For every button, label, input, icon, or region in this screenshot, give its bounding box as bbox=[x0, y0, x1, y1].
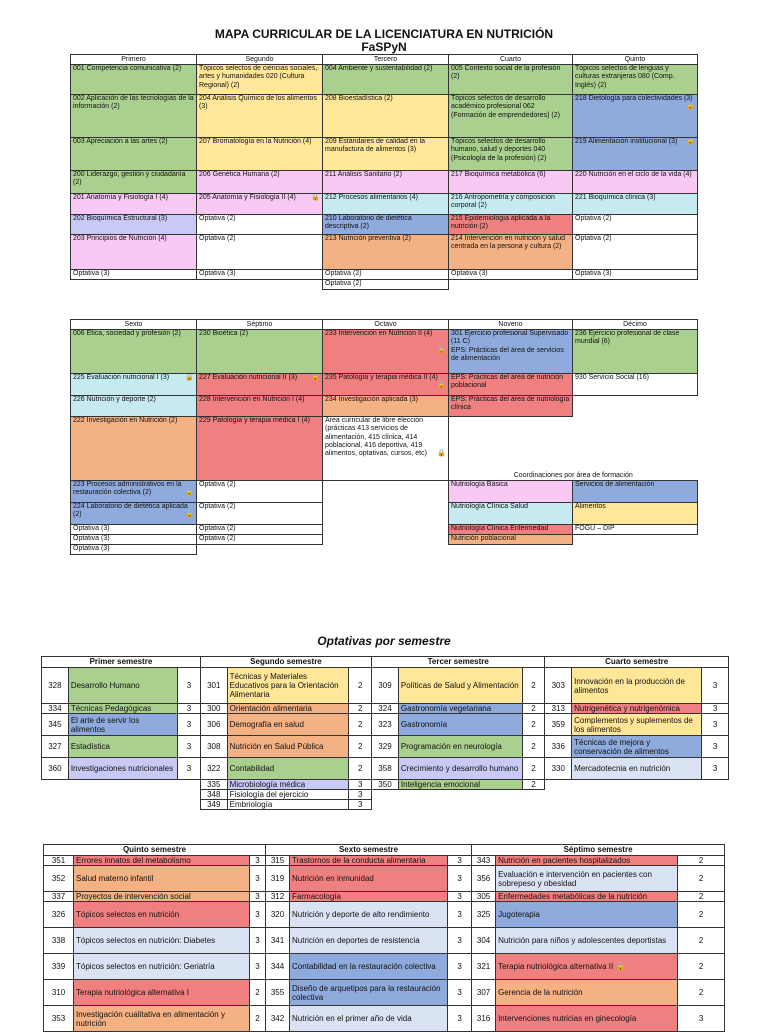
course-code: 304 bbox=[472, 928, 496, 954]
course-cell: EPS: Prácticas del área de nutrición poblacional bbox=[449, 374, 573, 396]
course-name: Mercadotecnia en nutrición bbox=[572, 758, 702, 780]
course-label: Área curricular de libre elección (prácticas 413 servicios de alimentación, 415 clínica, 414 poblacional, 416 deportiva, 419 alimentos, optativas, cursos, etc) bbox=[325, 417, 427, 458]
course-name: Crecimiento y desarrollo humano bbox=[398, 758, 522, 780]
course-credits: 3 bbox=[702, 758, 729, 780]
course-label: 218 Dietología para colectividades (3) bbox=[575, 95, 693, 102]
course-name: Desarrollo Humano bbox=[68, 668, 177, 704]
course-cell: Tópicos selectos de desarrollo académico profesional 062 (Formación de emprendedores) (2) bbox=[449, 95, 573, 138]
semester-header: Quinto semestre bbox=[44, 845, 266, 856]
legend-item: Alimentos bbox=[573, 503, 698, 525]
course-cell: 930 Servicio Social (16) bbox=[573, 374, 698, 396]
course-label: 224 Laboratorio de dietética aplicada (2) bbox=[73, 503, 188, 519]
course-cell: Optativa (2) bbox=[197, 215, 323, 235]
course-cell: Optativa (2) bbox=[197, 535, 323, 545]
course-credits: 3 bbox=[702, 736, 729, 758]
course-code: 358 bbox=[372, 758, 399, 780]
course-cell: 230 Bioética (2) bbox=[197, 330, 323, 374]
course-cell: 006 Ética, sociedad y profesión (2) bbox=[71, 330, 197, 374]
course-cell: 003 Apreciación a las artes (2) bbox=[71, 138, 197, 171]
col-header: Séptimo bbox=[197, 320, 323, 330]
lock-icon: 🔒 bbox=[686, 103, 695, 111]
course-name: Gerencia de la nutrición bbox=[496, 980, 678, 1006]
course-name: Jugoterapia bbox=[496, 902, 678, 928]
course-cell: 201 Anatomía y Fisiología I (4) bbox=[71, 194, 197, 215]
course-cell bbox=[71, 503, 197, 525]
course-code: 309 bbox=[372, 668, 399, 704]
optativas-table-1 bbox=[41, 656, 729, 810]
course-code: 306 bbox=[200, 714, 227, 736]
course-name: Gastronomía bbox=[398, 714, 522, 736]
course-cell bbox=[449, 330, 573, 374]
course-name: Tópicos selectos en nutrición bbox=[74, 902, 250, 928]
course-cell: Optativa (2) bbox=[197, 481, 323, 503]
course-credits: 2 bbox=[522, 780, 545, 790]
course-label: EPS: Prácticas del área de servicios de alimentación bbox=[451, 346, 564, 362]
lock-icon: 🔒 bbox=[185, 511, 194, 519]
course-cell: Optativa (3) bbox=[197, 270, 323, 280]
course-code: 345 bbox=[42, 714, 69, 736]
course-code: 308 bbox=[200, 736, 227, 758]
col-header: Primero bbox=[71, 55, 197, 65]
course-code: 313 bbox=[545, 704, 572, 714]
course-name: Errores innatos del metabolismo bbox=[74, 856, 250, 866]
course-credits: 2 bbox=[678, 902, 725, 928]
course-code: 310 bbox=[44, 980, 74, 1006]
course-cell bbox=[323, 330, 449, 374]
course-credits: 3 bbox=[178, 704, 201, 714]
course-code: 325 bbox=[472, 902, 496, 928]
course-cell bbox=[71, 481, 197, 503]
semester-header: Sexto semestre bbox=[266, 845, 472, 856]
course-cell: 206 Genética Humana (2) bbox=[197, 171, 323, 194]
course-name: Nutrición en deportes de resistencia bbox=[290, 928, 448, 954]
course-label: 235 Patología y terapia médica II (4) bbox=[325, 374, 438, 381]
course-cell: 209 Estándares de calidad en la manufactura de alimentos (3) bbox=[323, 138, 449, 171]
course-name bbox=[496, 954, 678, 980]
course-credits: 3 bbox=[250, 928, 266, 954]
course-credits: 2 bbox=[678, 928, 725, 954]
course-label: Terapia nutriológica alternativa II bbox=[498, 962, 614, 971]
course-code: 355 bbox=[266, 980, 290, 1006]
legend-item: FOGU – DIP bbox=[573, 525, 698, 535]
course-credits: 3 bbox=[448, 980, 472, 1006]
lock-icon: 🔒 bbox=[437, 450, 446, 458]
course-code: 344 bbox=[266, 954, 290, 980]
course-cell: Tópicos selectos de lenguas y culturas extranjeras 080 (Comp. Inglés) (2) bbox=[573, 65, 698, 95]
course-credits: 2 bbox=[678, 980, 725, 1006]
legend-item: Nutriología Básica bbox=[449, 481, 573, 503]
course-credits: 3 bbox=[178, 736, 201, 758]
course-code: 330 bbox=[545, 758, 572, 780]
course-cell: Optativa (3) bbox=[573, 270, 698, 280]
course-credits: 3 bbox=[250, 856, 266, 866]
course-credits: 2 bbox=[522, 758, 545, 780]
course-name: El arte de servir los alimentos bbox=[68, 714, 177, 736]
course-credits: 3 bbox=[250, 954, 266, 980]
course-credits: 3 bbox=[178, 668, 201, 704]
course-code: 316 bbox=[472, 1006, 496, 1032]
lock-icon: 🔒 bbox=[437, 382, 446, 390]
course-name: Investigaciones nutricionales bbox=[68, 758, 177, 780]
course-cell: 202 Bioquímica Estructural (3) bbox=[71, 215, 197, 235]
course-code: 324 bbox=[372, 704, 399, 714]
course-label: 205 Anatomía y Fisiología II (4) bbox=[199, 194, 296, 201]
course-name: Gastronomía vegetariana bbox=[398, 704, 522, 714]
course-code: 328 bbox=[42, 668, 69, 704]
course-name: Estadística bbox=[68, 736, 177, 758]
course-cell bbox=[197, 374, 323, 396]
course-code: 327 bbox=[42, 736, 69, 758]
course-code: 342 bbox=[266, 1006, 290, 1032]
col-header: Noveno bbox=[449, 320, 573, 330]
course-label: 225 Evaluación nutricional I (3) bbox=[73, 374, 170, 381]
course-credits: 3 bbox=[702, 668, 729, 704]
course-cell: 229 Patología y terapia médica I (4) bbox=[197, 417, 323, 481]
course-name: Proyectos de intervención social bbox=[74, 892, 250, 902]
course-name: Tópicos selectos en nutrición: Geriatría bbox=[74, 954, 250, 980]
course-cell: 200 Liderazgo, gestión y ciudadanía (2) bbox=[71, 171, 197, 194]
course-credits: 2 bbox=[678, 954, 725, 980]
course-name: Técnicas y Materiales Educativos para la Orientación Alimentaria bbox=[227, 668, 349, 704]
optativas-table-2 bbox=[43, 844, 725, 1032]
course-credits: 3 bbox=[448, 856, 472, 866]
course-name: Innovación en la producción de alimentos bbox=[572, 668, 702, 704]
course-name: Técnicas de mejora y conservación de alimentos bbox=[572, 736, 702, 758]
course-cell: Tópicos selectos de desarrollo humano, salud y deportes 040 (Psicología de la profesión) (2) bbox=[449, 138, 573, 171]
semester-header: Primer semestre bbox=[42, 657, 201, 668]
course-code: 337 bbox=[44, 892, 74, 902]
course-name: Microbiología médica bbox=[227, 780, 349, 790]
course-code: 360 bbox=[42, 758, 69, 780]
course-name: Nutrición para niños y adolescentes deportistas bbox=[496, 928, 678, 954]
course-cell: 004 Ambiente y sustentabilidad (2) bbox=[323, 65, 449, 95]
optativas-title: Optativas por semestre bbox=[317, 634, 451, 648]
course-cell: 002 Aplicación de las tecnologías de la información (2) bbox=[71, 95, 197, 138]
course-cell: EPS: Prácticas del área de nutriología clínica bbox=[449, 396, 573, 417]
course-cell: Optativa (3) bbox=[71, 270, 197, 280]
course-credits: 2 bbox=[250, 980, 266, 1006]
course-credits: 2 bbox=[678, 892, 725, 902]
course-code: 350 bbox=[372, 780, 399, 790]
course-name: Embriología bbox=[227, 800, 349, 810]
course-cell bbox=[197, 194, 323, 215]
course-cell: 214 Intervención en nutrición y salud centrada en la persona y cultura (2) bbox=[449, 235, 573, 270]
course-code: 326 bbox=[44, 902, 74, 928]
course-code: 307 bbox=[472, 980, 496, 1006]
course-credits: 2 bbox=[522, 704, 545, 714]
course-code: 348 bbox=[200, 790, 227, 800]
col-header: Quinto bbox=[573, 55, 698, 65]
course-name: Orientación alimentaria bbox=[227, 704, 349, 714]
course-code: 352 bbox=[44, 866, 74, 892]
course-cell: 228 Intervención en Nutrición I (4) bbox=[197, 396, 323, 417]
course-code: 359 bbox=[545, 714, 572, 736]
course-cell: 217 Bioquímica metabólica (6) bbox=[449, 171, 573, 194]
course-credits: 2 bbox=[349, 758, 372, 780]
course-code: 301 bbox=[200, 668, 227, 704]
course-name: Demografía en salud bbox=[227, 714, 349, 736]
semester-header: Séptimo semestre bbox=[472, 845, 725, 856]
course-credits: 3 bbox=[448, 1006, 472, 1032]
legend-title: Coordinaciones por área de formación bbox=[513, 471, 633, 479]
course-credits: 2 bbox=[250, 1006, 266, 1032]
course-name: Farmacología bbox=[290, 892, 448, 902]
semester-header: Cuarto semestre bbox=[545, 657, 729, 668]
course-cell: 236 Ejercicio profesional de clase mundial (6) bbox=[573, 330, 698, 374]
course-label: 233 Intervención en Nutrición II (4) bbox=[325, 330, 433, 337]
course-code: 320 bbox=[266, 902, 290, 928]
course-credits: 3 bbox=[448, 928, 472, 954]
page-subtitle: FaSPyN bbox=[361, 40, 407, 54]
course-cell: 005 Contexto social de la profesión (2) bbox=[449, 65, 573, 95]
course-credits: 2 bbox=[522, 714, 545, 736]
course-name: Tópicos selectos en nutrición: Diabetes bbox=[74, 928, 250, 954]
course-name: Fisiología del ejercicio bbox=[227, 790, 349, 800]
course-cell: 210 Laboratorio de dietética descriptiva (2) bbox=[323, 215, 449, 235]
course-cell: Optativa (3) bbox=[71, 535, 197, 545]
course-cell: 208 Bioestadística (2) bbox=[323, 95, 449, 138]
course-name: Contabilidad en la restauración colectiva bbox=[290, 954, 448, 980]
course-cell: Tópicos selectos de ciencias sociales, artes y humanidades 020 (Cultura Regional) (2) bbox=[197, 65, 323, 95]
course-code: 321 bbox=[472, 954, 496, 980]
course-cell: 001 Competencia comunicativa (2) bbox=[71, 65, 197, 95]
curriculum-table-1 bbox=[70, 54, 698, 290]
col-header: Tercero bbox=[323, 55, 449, 65]
course-name: Políticas de Salud y Alimentación bbox=[398, 668, 522, 704]
course-credits: 3 bbox=[250, 866, 266, 892]
course-credits: 2 bbox=[349, 704, 372, 714]
course-credits: 3 bbox=[349, 780, 372, 790]
course-code: 343 bbox=[472, 856, 496, 866]
col-header: Décimo bbox=[573, 320, 698, 330]
course-code: 353 bbox=[44, 1006, 74, 1032]
course-code: 334 bbox=[42, 704, 69, 714]
course-credits: 3 bbox=[178, 714, 201, 736]
course-credits: 3 bbox=[178, 758, 201, 780]
course-credits: 3 bbox=[250, 902, 266, 928]
course-code: 323 bbox=[372, 714, 399, 736]
course-cell bbox=[323, 374, 449, 396]
course-credits: 3 bbox=[250, 892, 266, 902]
course-credits: 2 bbox=[678, 866, 725, 892]
lock-icon: 🔒 bbox=[311, 194, 320, 201]
course-code: 305 bbox=[472, 892, 496, 902]
course-name: Enfermedades metabólicas de la nutrición bbox=[496, 892, 678, 902]
course-label: 223 Procesos administrativos en la restauración colectiva (2) bbox=[73, 481, 182, 497]
col-header: Sexto bbox=[71, 320, 197, 330]
course-name: Trastornos de la conducta alimentaria bbox=[290, 856, 448, 866]
course-code: 315 bbox=[266, 856, 290, 866]
legend-item: Nutriología Clínica Enfermedad bbox=[449, 525, 573, 535]
semester-header: Tercer semestre bbox=[372, 657, 545, 668]
course-cell bbox=[71, 374, 197, 396]
course-code: 319 bbox=[266, 866, 290, 892]
course-cell: Optativa (2) bbox=[197, 235, 323, 270]
course-code: 338 bbox=[44, 928, 74, 954]
course-name: Nutrición en inmunidad bbox=[290, 866, 448, 892]
course-credits: 2 bbox=[349, 668, 372, 704]
course-name: Investigación cualitativa en alimentación y nutrición bbox=[74, 1006, 250, 1032]
course-name: Complementos y suplementos de los alimentos bbox=[572, 714, 702, 736]
course-label: 227 Evaluación nutricional II (3) bbox=[199, 374, 298, 381]
course-name: Programación en neurología bbox=[398, 736, 522, 758]
course-cell: 212 Procesos alimentarios (4) bbox=[323, 194, 449, 215]
lock-icon: 🔒 bbox=[615, 962, 626, 971]
course-cell: Optativa (2) bbox=[573, 215, 698, 235]
course-code: 336 bbox=[545, 736, 572, 758]
course-credits: 2 bbox=[522, 668, 545, 704]
semester-header: Segundo semestre bbox=[200, 657, 371, 668]
course-name: Nutrición en Salud Pública bbox=[227, 736, 349, 758]
course-name: Nutrición en el primer año de vida bbox=[290, 1006, 448, 1032]
legend-item: Nutriología Clínica Salud bbox=[449, 503, 573, 525]
lock-icon: 🔒 bbox=[686, 138, 695, 145]
lock-icon: 🔒 bbox=[311, 374, 320, 381]
course-code: 349 bbox=[200, 800, 227, 810]
course-cell bbox=[573, 95, 698, 138]
course-name: Contabilidad bbox=[227, 758, 349, 780]
course-credits: 3 bbox=[678, 1006, 725, 1032]
course-cell: Optativa (3) bbox=[449, 270, 573, 280]
course-cell: Optativa (2) bbox=[573, 235, 698, 270]
course-credits: 3 bbox=[702, 714, 729, 736]
course-credits: 3 bbox=[448, 866, 472, 892]
course-cell: 226 Nutrición y deporte (2) bbox=[71, 396, 197, 417]
course-cell: Optativa (3) bbox=[71, 545, 197, 555]
lock-icon: 🔒 bbox=[185, 374, 194, 381]
course-cell bbox=[573, 138, 698, 171]
col-header: Octavo bbox=[323, 320, 449, 330]
course-code: 356 bbox=[472, 866, 496, 892]
course-code: 329 bbox=[372, 736, 399, 758]
course-label: 219 Alimentación institucional (3) bbox=[575, 138, 678, 145]
course-credits: 2 bbox=[349, 736, 372, 758]
course-credits: 3 bbox=[448, 902, 472, 928]
course-code: 322 bbox=[200, 758, 227, 780]
page-title: MAPA CURRICULAR DE LA LICENCIATURA EN NUTRICIÓN bbox=[214, 27, 554, 41]
course-credits: 3 bbox=[702, 704, 729, 714]
course-code: 335 bbox=[200, 780, 227, 790]
course-cell: Optativa (3) bbox=[71, 525, 197, 535]
course-name: Evaluación e intervención en pacientes con sobrepeso y obesidad bbox=[496, 866, 678, 892]
course-name: Inteligencia emocional bbox=[398, 780, 522, 790]
lock-icon: 🔒 bbox=[185, 489, 194, 497]
course-cell: 213 Nutrición preventiva (2) bbox=[323, 235, 449, 270]
course-code: 351 bbox=[44, 856, 74, 866]
course-cell: Optativa (2) bbox=[323, 280, 449, 290]
col-header: Cuarto bbox=[449, 55, 573, 65]
course-code: 303 bbox=[545, 668, 572, 704]
course-name: Salud materno infantil bbox=[74, 866, 250, 892]
course-cell: Optativa (2) bbox=[323, 270, 449, 280]
course-credits: 3 bbox=[448, 954, 472, 980]
course-cell: 234 Investigación aplicada (3) bbox=[323, 396, 449, 417]
course-cell: 203 Principios de Nutrición (4) bbox=[71, 235, 197, 270]
course-credits: 2 bbox=[349, 714, 372, 736]
course-credits: 2 bbox=[678, 856, 725, 866]
course-cell: 220 Nutrición en el ciclo de la vida (4) bbox=[573, 171, 698, 194]
course-credits: 3 bbox=[448, 892, 472, 902]
course-code: 312 bbox=[266, 892, 290, 902]
course-name: Nutrigenética y nutrigenómica bbox=[572, 704, 702, 714]
course-cell: 216 Antropometría y composición corporal (2) bbox=[449, 194, 573, 215]
course-code: 341 bbox=[266, 928, 290, 954]
course-name: Nutrición en pacientes hospitalizados bbox=[496, 856, 678, 866]
course-code: 300 bbox=[200, 704, 227, 714]
course-name: Nutrición y deporte de alto rendimiento bbox=[290, 902, 448, 928]
course-credits: 3 bbox=[349, 800, 372, 810]
course-name: Intervenciones nutricias en ginecología bbox=[496, 1006, 678, 1032]
course-credits: 2 bbox=[522, 736, 545, 758]
course-cell: Optativa (2) bbox=[197, 525, 323, 535]
course-cell: 215 Epidemiología aplicada a la nutrición (2) bbox=[449, 215, 573, 235]
course-cell: 211 Análisis Sanitario (2) bbox=[323, 171, 449, 194]
course-code: 339 bbox=[44, 954, 74, 980]
course-cell: 222 Investigación en Nutrición (2) bbox=[71, 417, 197, 481]
lock-icon: 🔒 bbox=[437, 346, 446, 354]
course-label: 301 Ejercicio profesional Supervisado (11 C) bbox=[451, 330, 569, 346]
course-cell bbox=[323, 417, 449, 481]
course-cell: Optativa (2) bbox=[197, 503, 323, 525]
course-cell: 204 Análisis Químico de los alimentos (3) bbox=[197, 95, 323, 138]
legend-item: Servicios de alimentación bbox=[573, 481, 698, 503]
course-name: Terapia nutriológica alternativa I bbox=[74, 980, 250, 1006]
course-name: Diseño de arquetipos para la restauración colectiva bbox=[290, 980, 448, 1006]
course-cell: 221 Bioquímica clínica (3) bbox=[573, 194, 698, 215]
col-header: Segundo bbox=[197, 55, 323, 65]
course-credits: 3 bbox=[349, 790, 372, 800]
curriculum-table-2 bbox=[70, 319, 698, 555]
course-cell: 207 Bromatología en la Nutrición (4) bbox=[197, 138, 323, 171]
legend-item: Nutrición poblacional bbox=[449, 535, 573, 545]
course-name: Técnicas Pedagógicas bbox=[68, 704, 177, 714]
